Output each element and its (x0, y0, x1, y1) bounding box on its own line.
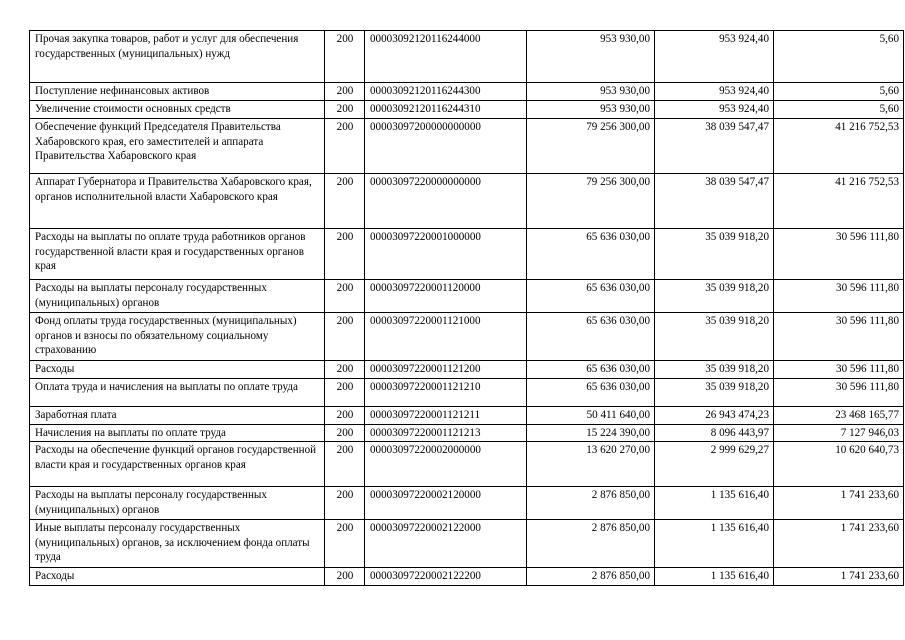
row-kbk-cell: 00003097220002122200 (365, 568, 527, 586)
row-name-cell: Оплата труда и начисления на выплаты по оплате труда (30, 379, 325, 407)
table-row (30, 313, 904, 361)
row-executed-cell: 2 999 629,27 (655, 442, 774, 487)
row-executed-cell: 35 039 918,20 (655, 229, 774, 280)
row-unexecuted-cell: 5,60 (774, 31, 904, 83)
row-code-cell: 200 (325, 424, 365, 442)
row-unexecuted-cell: 10 620 640,73 (774, 442, 904, 487)
row-executed-cell: 953 924,40 (655, 83, 774, 101)
row-executed-cell: 1 135 616,40 (655, 520, 774, 568)
table-row (30, 119, 904, 174)
table-row (30, 379, 904, 407)
row-name-cell: Прочая закупка товаров, работ и услуг для обеспечения государственных (муниципальных) нужд (30, 31, 325, 83)
row-kbk-cell: 00003097220001121200 (365, 361, 527, 379)
row-unexecuted-cell: 1 741 233,60 (774, 487, 904, 520)
row-name-cell: Увеличение стоимости основных средств (30, 101, 325, 119)
row-name-cell: Расходы на выплаты по оплате труда работников органов государственной власти края и государственных органов края (30, 229, 325, 280)
row-approved-cell: 15 224 390,00 (527, 424, 655, 442)
row-unexecuted-cell: 30 596 111,80 (774, 313, 904, 361)
row-code-cell: 200 (325, 101, 365, 119)
row-kbk-cell: 00003097220001121211 (365, 407, 527, 425)
row-code-cell: 200 (325, 407, 365, 425)
row-name-cell: Расходы на выплаты персоналу государственных (муниципальных) органов (30, 487, 325, 520)
row-kbk-cell: 00003097220001120000 (365, 280, 527, 313)
row-executed-cell: 953 924,40 (655, 31, 774, 83)
table-row (30, 280, 904, 313)
row-executed-cell: 953 924,40 (655, 101, 774, 119)
row-code-cell: 200 (325, 313, 365, 361)
row-name-cell: Заработная плата (30, 407, 325, 425)
table-row (30, 442, 904, 487)
table-row (30, 101, 904, 119)
row-code-cell: 200 (325, 568, 365, 586)
row-unexecuted-cell: 41 216 752,53 (774, 119, 904, 174)
row-unexecuted-cell: 30 596 111,80 (774, 361, 904, 379)
row-kbk-cell: 00003097220002120000 (365, 487, 527, 520)
row-approved-cell: 953 930,00 (527, 31, 655, 83)
row-code-cell: 200 (325, 520, 365, 568)
row-unexecuted-cell: 30 596 111,80 (774, 379, 904, 407)
row-approved-cell: 2 876 850,00 (527, 487, 655, 520)
row-approved-cell: 79 256 300,00 (527, 174, 655, 229)
row-kbk-cell: 00003097220000000000 (365, 174, 527, 229)
row-code-cell: 200 (325, 31, 365, 83)
row-executed-cell: 35 039 918,20 (655, 379, 774, 407)
row-code-cell: 200 (325, 487, 365, 520)
row-approved-cell: 65 636 030,00 (527, 313, 655, 361)
row-executed-cell: 35 039 918,20 (655, 313, 774, 361)
row-approved-cell: 65 636 030,00 (527, 361, 655, 379)
row-executed-cell: 8 096 443,97 (655, 424, 774, 442)
row-name-cell: Расходы (30, 568, 325, 586)
row-code-cell: 200 (325, 361, 365, 379)
row-executed-cell: 26 943 474,23 (655, 407, 774, 425)
row-unexecuted-cell: 30 596 111,80 (774, 280, 904, 313)
row-code-cell: 200 (325, 280, 365, 313)
row-kbk-cell: 00003092120116244310 (365, 101, 527, 119)
row-unexecuted-cell: 30 596 111,80 (774, 229, 904, 280)
row-code-cell: 200 (325, 229, 365, 280)
table-row (30, 83, 904, 101)
row-code-cell: 200 (325, 174, 365, 229)
row-code-cell: 200 (325, 83, 365, 101)
row-approved-cell: 79 256 300,00 (527, 119, 655, 174)
row-kbk-cell: 00003092120116244300 (365, 83, 527, 101)
row-approved-cell: 50 411 640,00 (527, 407, 655, 425)
row-executed-cell: 1 135 616,40 (655, 487, 774, 520)
row-executed-cell: 35 039 918,20 (655, 280, 774, 313)
row-unexecuted-cell: 7 127 946,03 (774, 424, 904, 442)
row-executed-cell: 38 039 547,47 (655, 119, 774, 174)
row-unexecuted-cell: 1 741 233,60 (774, 520, 904, 568)
row-name-cell: Фонд оплаты труда государственных (муниципальных) органов и взносы по обязательному социальному страхованию (30, 313, 325, 361)
table-row (30, 407, 904, 425)
row-name-cell: Начисления на выплаты по оплате труда (30, 424, 325, 442)
row-unexecuted-cell: 5,60 (774, 83, 904, 101)
table-row (30, 520, 904, 568)
row-unexecuted-cell: 23 468 165,77 (774, 407, 904, 425)
row-executed-cell: 35 039 918,20 (655, 361, 774, 379)
row-executed-cell: 1 135 616,40 (655, 568, 774, 586)
row-kbk-cell: 00003097220002000000 (365, 442, 527, 487)
row-executed-cell: 38 039 547,47 (655, 174, 774, 229)
row-name-cell: Расходы на выплаты персоналу государственных (муниципальных) органов (30, 280, 325, 313)
table-row (30, 174, 904, 229)
row-kbk-cell: 00003097200000000000 (365, 119, 527, 174)
row-code-cell: 200 (325, 442, 365, 487)
row-approved-cell: 953 930,00 (527, 101, 655, 119)
row-approved-cell: 953 930,00 (527, 83, 655, 101)
table-body (30, 31, 904, 586)
table-row (30, 229, 904, 280)
budget-execution-table (29, 30, 904, 586)
row-unexecuted-cell: 5,60 (774, 101, 904, 119)
table-row (30, 361, 904, 379)
row-approved-cell: 65 636 030,00 (527, 280, 655, 313)
table-row (30, 568, 904, 586)
row-kbk-cell: 00003097220001000000 (365, 229, 527, 280)
row-name-cell: Обеспечение функций Председателя Правительства Хабаровского края, его заместителей и аппарата Правительства Хабаровского края (30, 119, 325, 174)
row-name-cell: Расходы (30, 361, 325, 379)
table-row (30, 424, 904, 442)
row-name-cell: Иные выплаты персоналу государственных (муниципальных) органов, за исключением фонда оплаты труда (30, 520, 325, 568)
row-kbk-cell: 00003097220002122000 (365, 520, 527, 568)
row-approved-cell: 65 636 030,00 (527, 379, 655, 407)
row-name-cell: Аппарат Губернатора и Правительства Хабаровского края, органов исполнительной власти Хабаровского края (30, 174, 325, 229)
row-kbk-cell: 00003097220001121000 (365, 313, 527, 361)
table-row (30, 31, 904, 83)
row-unexecuted-cell: 41 216 752,53 (774, 174, 904, 229)
row-kbk-cell: 00003097220001121213 (365, 424, 527, 442)
table-row (30, 487, 904, 520)
row-approved-cell: 2 876 850,00 (527, 520, 655, 568)
row-name-cell: Расходы на обеспечение функций органов государственной власти края и государственных органов края (30, 442, 325, 487)
row-name-cell: Поступление нефинансовых активов (30, 83, 325, 101)
row-approved-cell: 13 620 270,00 (527, 442, 655, 487)
row-code-cell: 200 (325, 379, 365, 407)
row-approved-cell: 65 636 030,00 (527, 229, 655, 280)
row-kbk-cell: 00003097220001121210 (365, 379, 527, 407)
row-kbk-cell: 00003092120116244000 (365, 31, 527, 83)
row-unexecuted-cell: 1 741 233,60 (774, 568, 904, 586)
row-approved-cell: 2 876 850,00 (527, 568, 655, 586)
row-code-cell: 200 (325, 119, 365, 174)
